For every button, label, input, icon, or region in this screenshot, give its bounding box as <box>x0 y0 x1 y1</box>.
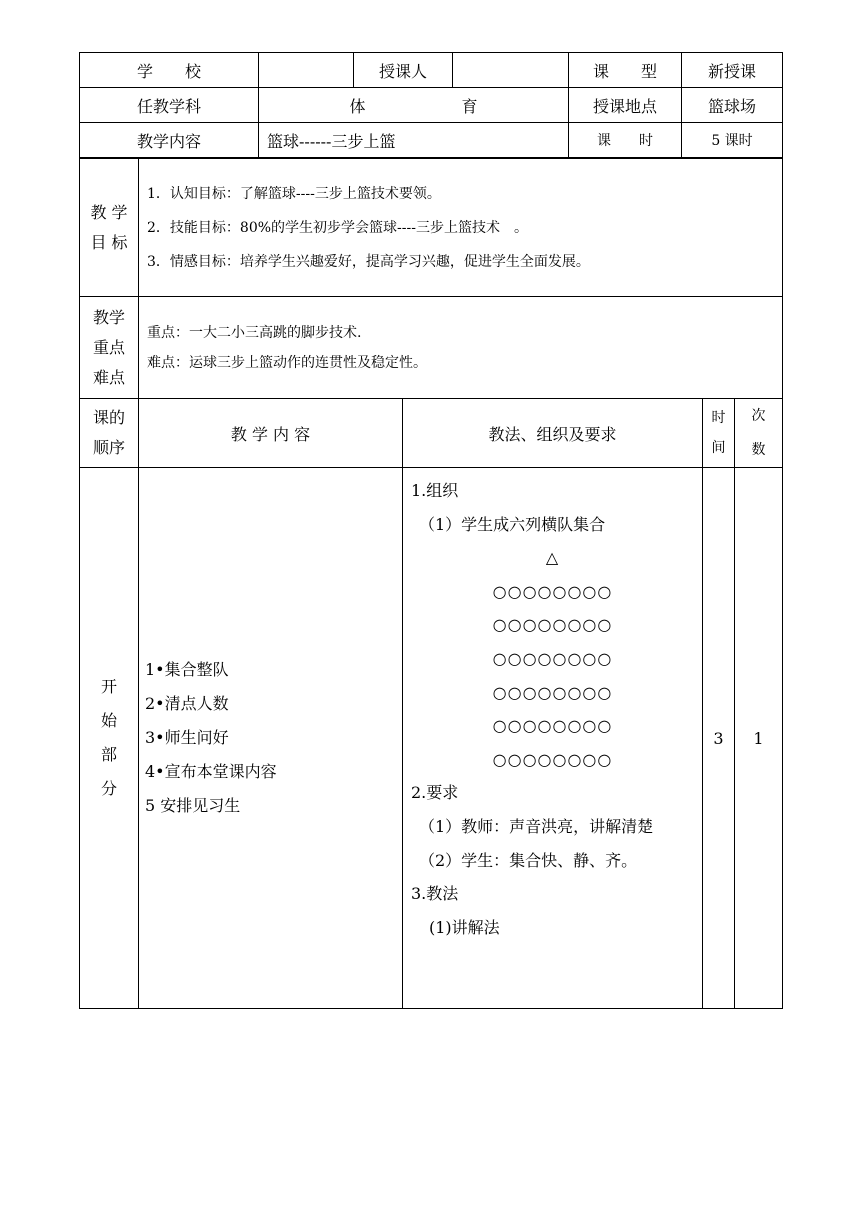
key-point: 重点：一大二小三高跳的脚步技术. <box>147 324 362 341</box>
school-value <box>259 53 354 88</box>
place-value: 篮球场 <box>682 88 783 123</box>
req-item: （2）学生：集合快、静、齐。 <box>419 850 638 870</box>
key-points-label: 教学 重点 难点 <box>80 297 139 399</box>
objectives-label: 教 学 目 标 <box>80 159 139 297</box>
method-title: 3.教法 <box>411 884 459 904</box>
org-item: （1）学生成六列横队集合 <box>419 514 606 534</box>
list-item: 3•师生问好 <box>145 728 229 747</box>
teacher-position-mark: △ <box>545 548 560 568</box>
objective-item: 3．情感目标：培养学生兴趣爱好，提高学习兴趣，促进学生全面发展。 <box>147 253 590 270</box>
column-count: 次 数 <box>735 399 783 468</box>
section-count: 1 <box>735 468 783 1009</box>
column-order: 课的 顺序 <box>80 399 139 468</box>
objective-item: 2．技能目标：80%的学生初步学会篮球----三步上篮技术 。 <box>147 219 528 236</box>
column-time: 时 间 <box>703 399 735 468</box>
type-value: 新授课 <box>682 53 783 88</box>
teacher-value <box>453 53 569 88</box>
list-item: 2•清点人数 <box>145 694 229 713</box>
org-title: 1.组织 <box>411 481 459 500</box>
formation-row: ○○○○○○○○ <box>492 682 613 702</box>
teacher-label: 授课人 <box>354 53 453 88</box>
formation-row: ○○○○○○○○ <box>492 716 613 736</box>
list-item: 1•集合整队 <box>145 660 229 679</box>
list-item: 5 安排见习生 <box>145 796 241 815</box>
formation-row: ○○○○○○○○ <box>492 749 613 769</box>
key-points-content <box>139 297 783 399</box>
difficulty-point: 难点：运球三步上篮动作的连贯性及稳定性。 <box>147 354 427 371</box>
hours-value: 5 课时 <box>682 123 783 158</box>
objectives-list <box>139 159 783 297</box>
formation-row: ○○○○○○○○ <box>492 648 613 668</box>
method-item: (1)讲解法 <box>429 917 500 937</box>
section-name: 开 始 部 分 <box>80 468 139 1009</box>
type-label: 课 型 <box>569 53 682 88</box>
place-label: 授课地点 <box>569 88 682 123</box>
content-value: 篮球------三步上篮 <box>259 123 569 158</box>
objective-item: 1．认知目标：了解篮球----三步上篮技术要领。 <box>147 185 441 202</box>
formation-row: ○○○○○○○○ <box>492 581 613 601</box>
school-label: 学 校 <box>80 53 259 88</box>
column-method: 教法、组织及要求 <box>403 399 703 468</box>
column-content: 教 学 内 容 <box>139 399 403 468</box>
list-item: 4•宣布本堂课内容 <box>145 762 277 781</box>
section-method <box>403 468 703 1009</box>
hours-label: 课 时 <box>569 123 682 158</box>
objectives-table <box>79 158 783 399</box>
section-items <box>139 468 403 1009</box>
formation-row: ○○○○○○○○ <box>492 615 613 635</box>
header-table <box>79 52 783 158</box>
process-table <box>79 398 783 1009</box>
req-title: 2.要求 <box>411 783 459 803</box>
subject-label: 任教学科 <box>80 88 259 123</box>
content-label: 教学内容 <box>80 123 259 158</box>
subject-value: 体 育 <box>259 88 569 123</box>
req-item: （1）教师：声音洪亮，讲解清楚 <box>419 816 654 836</box>
section-time: 3 <box>703 468 735 1009</box>
